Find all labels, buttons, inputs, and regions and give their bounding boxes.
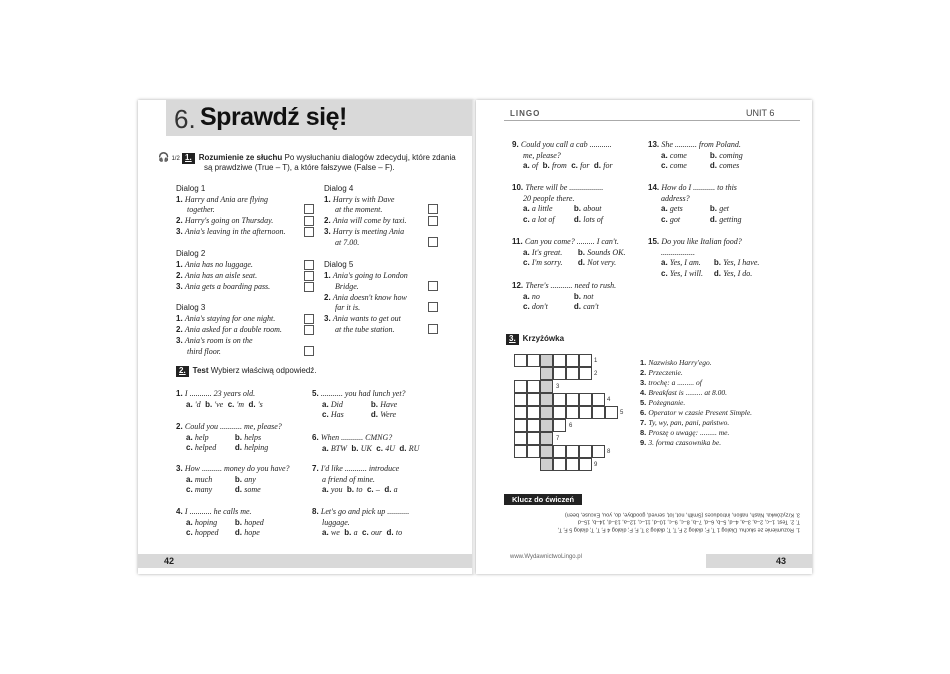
test-question: 9. Could you call a cab ........... me, please? a. of b. from c. for d. for — [512, 140, 613, 170]
book-spread — [138, 100, 812, 578]
test-question: 14. How do I ........... to this address? a. gets b. get c. got d. getting — [648, 183, 742, 224]
unit-label: UNIT 6 — [746, 108, 775, 118]
crossword-cell[interactable] — [514, 445, 527, 458]
section2-title: Test — [192, 366, 209, 375]
crossword-cell[interactable] — [592, 406, 605, 419]
crossword-cell[interactable] — [527, 445, 540, 458]
answer-checkbox[interactable] — [304, 282, 314, 292]
crossword-cell[interactable] — [566, 393, 579, 406]
crossword-cell[interactable] — [605, 406, 618, 419]
crossword-cell[interactable] — [592, 445, 605, 458]
page-number: 43 — [776, 556, 787, 566]
dialog2-label: Dialog 2 — [176, 249, 206, 258]
answer-checkbox[interactable] — [428, 216, 438, 226]
dialog1-item: 1. Harry and Ania are flying — [176, 195, 269, 204]
clue-number: 4 — [607, 397, 611, 403]
section1-number: 1. — [182, 153, 195, 164]
crossword-cell[interactable] — [579, 354, 592, 367]
test-question: 4. I ........... he calls me. a. hoping b. hoped c. hopped d. hope — [176, 507, 264, 537]
header-rule — [504, 120, 800, 121]
crossword-cell[interactable] — [566, 354, 579, 367]
section1-instruction: Po wysłuchaniu dialogów zdecyduj, które zdania — [284, 153, 456, 162]
crossword-clue: 2. Przeczenie. — [640, 368, 683, 377]
crossword-cell[interactable] — [527, 380, 540, 393]
dialog3-item: 1. Ania's staying for one night. — [176, 314, 276, 323]
crossword-cell[interactable] — [566, 458, 579, 471]
crossword-cell[interactable] — [592, 393, 605, 406]
section2-instruction: Wybierz właściwą odpowiedź. — [210, 366, 317, 375]
dialog1-item: 2. Harry's going on Thursday. — [176, 216, 274, 225]
dialog4-item: 2. Ania will come by taxi. — [324, 216, 407, 225]
crossword-clue: 9. 3. forma czasownika be. — [640, 438, 722, 447]
answer-checkbox[interactable] — [304, 227, 314, 237]
answer-checkbox[interactable] — [304, 204, 314, 214]
answer-checkbox[interactable] — [428, 204, 438, 214]
test-question: 2. Could you ........... me, please? a. help b. helps c. helped d. helping — [176, 422, 282, 452]
test-question: 11. Can you come? ......... I can't. a. It's great. b. Sounds OK. c. I'm sorry. d. Not very. — [512, 237, 626, 267]
crossword-cell[interactable] — [553, 367, 566, 380]
test-question: 8. Let's go and pick up ........... luggage. a. we b. a c. our d. to — [312, 507, 410, 537]
answer-checkbox[interactable] — [428, 302, 438, 312]
clue-number: 2 — [594, 371, 598, 377]
crossword-cell[interactable] — [579, 445, 592, 458]
section1-instruction-2: są prawdziwe (True – T), a które fałszywe (False – F). — [204, 163, 395, 172]
crossword-cell[interactable] — [566, 367, 579, 380]
crossword-cell[interactable] — [527, 432, 540, 445]
dialog3-item: 3. Ania's room is on the — [176, 336, 253, 345]
crossword-cell[interactable] — [514, 406, 527, 419]
crossword-clue: 6. Operator w czasie Present Simple. — [640, 408, 753, 417]
clue-number: 3 — [556, 384, 560, 390]
dialog3-label: Dialog 3 — [176, 303, 206, 312]
answer-checkbox[interactable] — [304, 216, 314, 226]
test-question: 10. There will be ................. 20 people there. a. a little b. about c. a lot of d. lots of — [512, 183, 604, 224]
crossword-cell[interactable] — [566, 445, 579, 458]
dialog5-item: 3. Ania wants to get out — [324, 314, 401, 323]
crossword-cell[interactable] — [540, 458, 553, 471]
crossword-cell[interactable] — [540, 419, 553, 432]
crossword-cell[interactable] — [553, 458, 566, 471]
crossword-cell[interactable] — [553, 406, 566, 419]
crossword-cell[interactable] — [514, 393, 527, 406]
page-number: 42 — [164, 556, 175, 566]
left-page — [138, 100, 474, 574]
dialog4-item-cont: at the moment. — [335, 205, 383, 214]
crossword-cell[interactable] — [527, 393, 540, 406]
answer-checkbox[interactable] — [428, 281, 438, 291]
crossword-cell[interactable] — [540, 354, 553, 367]
clue-number: 7 — [556, 436, 560, 442]
answer-checkbox[interactable] — [304, 325, 314, 335]
answer-key-line: 1. Rozumienie ze słuchu. Dialog 1 T, F; dialog 2 F, T, T; dialog 3 T, F, F; dialog 4 F, T, T; dialog 5 F, T, — [557, 526, 800, 533]
crossword-cell[interactable] — [514, 380, 527, 393]
crossword-clue: 4. Breakfast is ......... at 8.00. — [640, 388, 728, 397]
test-question: 12. There's ........... need to rush. a. no b. not c. don't d. can't — [512, 281, 617, 311]
crossword-cell[interactable] — [540, 393, 553, 406]
dialog5-item-cont: Bridge. — [335, 282, 359, 291]
section3-number: 3. — [506, 334, 519, 345]
crossword-cell[interactable] — [527, 354, 540, 367]
crossword-cell[interactable] — [579, 393, 592, 406]
test-question: 7. I'd like ........... introduce a friend of mine. a. you b. to c. – d. a — [312, 464, 400, 494]
brand-logo: LINGO — [510, 109, 541, 118]
answer-checkbox[interactable] — [428, 324, 438, 334]
crossword-clues — [640, 358, 805, 448]
answer-checkbox[interactable] — [304, 271, 314, 281]
dialog1-item-cont: together. — [187, 205, 215, 214]
crossword-clue: 5. Pożegnanie. — [640, 398, 686, 407]
crossword-clue: 8. Proszę o uwagę: ......... me. — [640, 428, 730, 437]
crossword-clue: 3. trochę: a ......... of — [640, 378, 702, 387]
chapter-title: Sprawdź się! — [200, 103, 347, 131]
section2-number: 2. — [176, 366, 189, 377]
chapter-number: 6. — [174, 104, 196, 134]
dialog1-item: 3. Ania's leaving in the afternoon. — [176, 227, 286, 236]
answer-key-line: 3. Krzyżówka. Nash, nation, introduces (Smith, not, lot, served, goodbye, do, you, Excuse, been) — [564, 511, 800, 518]
dialog3-item-cont: third floor. — [187, 347, 221, 356]
dialog5-item-cont: at the tube station. — [335, 325, 395, 334]
crossword-cell[interactable] — [540, 380, 553, 393]
chapter-header — [166, 100, 474, 136]
crossword-cell[interactable] — [540, 445, 553, 458]
dialog5-item-cont: far it is. — [335, 303, 361, 312]
crossword-cell[interactable] — [540, 432, 553, 445]
crossword-cell[interactable] — [553, 393, 566, 406]
crossword-cell[interactable] — [527, 419, 540, 432]
answer-key-line: T. 2. Test. 1–c, 2–a, 3–a, 4–d, 5–b, 6–d, 7–b, 8–c, 9–c, 10–d, 11–c, 12–a, 13–d, 14–b, 15–d — [577, 519, 800, 525]
clue-number: 9 — [594, 462, 598, 468]
answer-checkbox[interactable] — [304, 314, 314, 324]
section2-header — [176, 366, 317, 377]
test-question: 15. Do you like Italian food? ................. a. Yes, I am. b. Yes, I have. c. Yes, I will. d. Yes, I do. — [648, 237, 760, 278]
dialog2-item: 2. Ania has an aisle seat. — [176, 271, 258, 280]
crossword-cell[interactable] — [514, 354, 527, 367]
crossword-cell[interactable] — [579, 406, 592, 419]
dialog2-item: 3. Ania gets a boarding pass. — [176, 282, 271, 291]
left-footer-bar — [138, 554, 474, 568]
crossword-cell[interactable] — [553, 445, 566, 458]
crossword-cell[interactable] — [540, 406, 553, 419]
test-question: 1. I ........... 23 years old. a. 'd b. 've c. 'm d. 's — [176, 389, 263, 409]
clue-number: 1 — [594, 358, 598, 364]
test-question: 3. How .......... money do you have? a. much b. any c. many d. some — [176, 464, 290, 494]
crossword-cell[interactable] — [527, 406, 540, 419]
dialog4-item-cont: at 7.00. — [335, 238, 360, 247]
answer-checkbox[interactable] — [428, 237, 438, 247]
answer-checkbox[interactable] — [304, 260, 314, 270]
dialog2-item: 1. Ania has no luggage. — [176, 260, 253, 269]
clue-number: 6 — [569, 423, 573, 429]
dialog4-item: 3. Harry is meeting Ania — [324, 227, 405, 236]
crossword-cell[interactable] — [579, 367, 592, 380]
crossword-cell[interactable] — [566, 406, 579, 419]
right-page — [476, 100, 812, 574]
dialog4-label: Dialog 4 — [324, 184, 354, 193]
right-footer-bar — [706, 554, 812, 568]
website-link[interactable]: www.WydawnictwoLingo.pl — [510, 554, 582, 560]
test-question: 13. She ........... from Poland. a. come b. coming c. come d. comes — [648, 140, 743, 170]
crossword-cell[interactable] — [514, 432, 527, 445]
dialog3-item: 2. Ania asked for a double room. — [176, 325, 282, 334]
section3-title: Krzyżówka — [522, 334, 565, 343]
crossword-clue: 1. Nazwisko Harry'ego. — [640, 358, 712, 367]
crossword-cell[interactable] — [553, 419, 566, 432]
test-question: 6. When ........... CMNG? a. BTW b. UK c. 4U d. RU — [312, 433, 420, 453]
track-number: 1/2 — [171, 156, 180, 162]
answer-key-text — [504, 510, 800, 533]
answer-checkbox[interactable] — [304, 346, 314, 356]
dialog5-item: 2. Ania doesn't know how — [324, 293, 407, 302]
dialog5-item: 1. Ania's going to London — [324, 271, 408, 280]
test-question: 5. ........... you had lunch yet? a. Did b. Have c. Has d. Were — [312, 389, 406, 419]
crossword-cell[interactable] — [514, 419, 527, 432]
headphones-icon: 🎧 — [158, 152, 170, 162]
dialog4-item: 1. Harry is with Dave — [324, 195, 395, 204]
crossword-cell[interactable] — [540, 367, 553, 380]
clue-number: 8 — [607, 449, 611, 455]
section1-title: Rozumienie ze słuchu — [198, 153, 283, 162]
crossword-cell[interactable] — [579, 458, 592, 471]
answer-key-label: Klucz do ćwiczeń — [504, 494, 582, 505]
section3-header — [506, 334, 564, 345]
dialog5-label: Dialog 5 — [324, 260, 354, 269]
clue-number: 5 — [620, 410, 624, 416]
crossword-cell[interactable] — [553, 354, 566, 367]
crossword-clue: 7. Ty, wy, pan, pani, państwo. — [640, 418, 730, 427]
dialog1-label: Dialog 1 — [176, 184, 206, 193]
